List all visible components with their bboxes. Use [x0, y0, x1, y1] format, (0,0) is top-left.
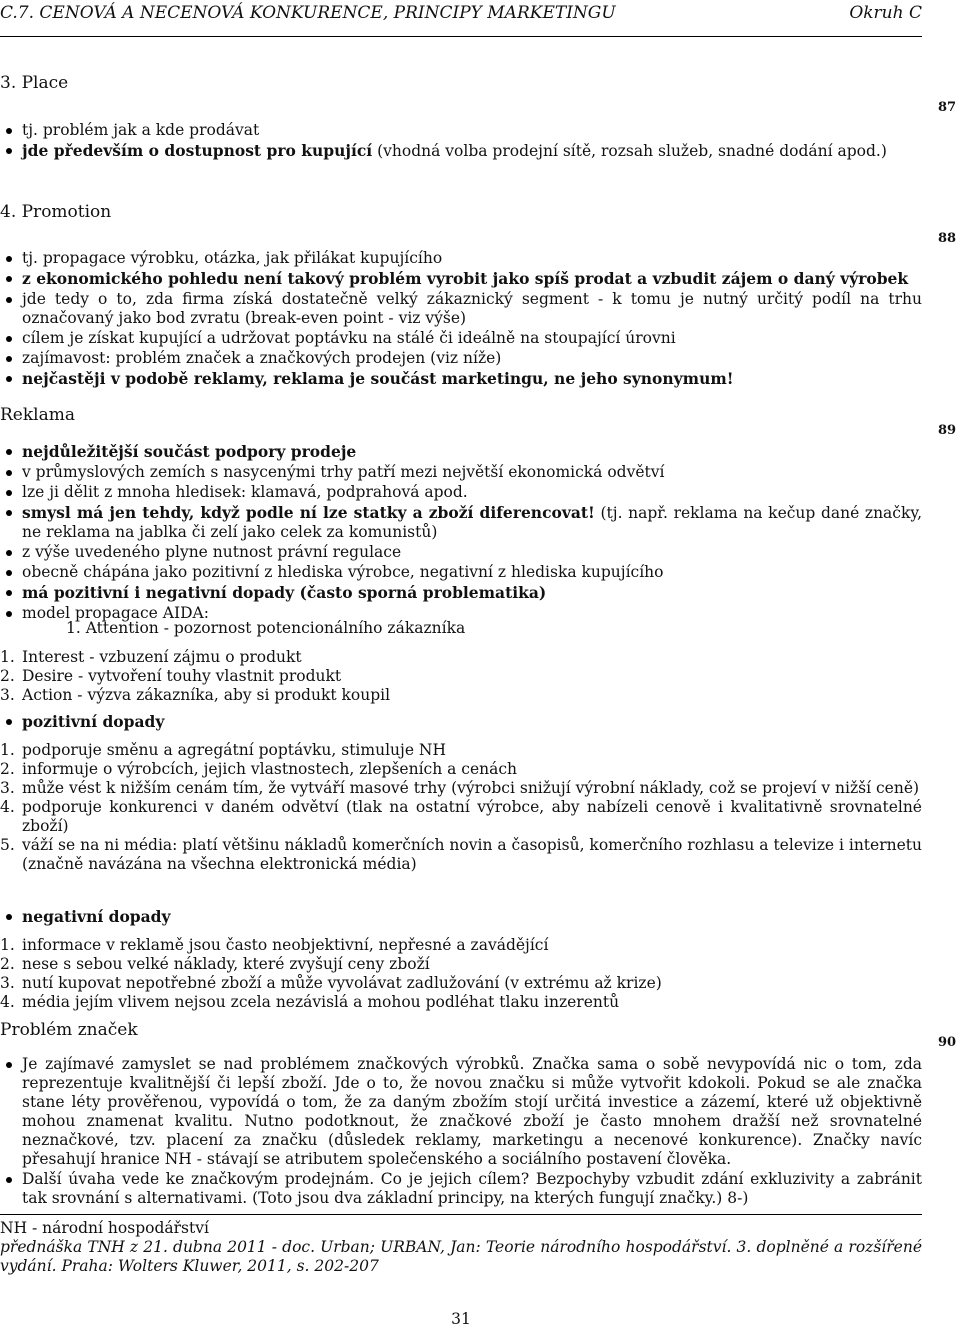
- list-item: 3. Action - výzva zákazníka, aby si produkt koupil: [0, 686, 391, 704]
- list-item: zajímavost: problém značek a značkových prodejen (viz níže): [0, 349, 922, 368]
- list-item: 1. podporuje směnu a agregátní poptávku, stimuluje NH: [0, 741, 446, 759]
- list-item: Další úvaha vede ke značkovým prodejnám. Co je jejich cílem? Bezpochyby vzbudit zdání exkluzivity a zabránit tak srovnání s alternativami. (Toto jsou dva základní principy, na kterých fungují značky.) 8-): [0, 1170, 922, 1208]
- aida-first: 1. Attention - pozornost potencionálního zákazníka: [66, 619, 466, 637]
- section-label: Okruh C: [849, 3, 922, 23]
- margin-number: 90: [938, 1035, 957, 1050]
- list-item: 4. podporuje konkurenci v daném odvětví (tlak na ostatní výrobce, aby nabízeli cenově i kvalitativně srovnatelné zboží): [0, 798, 922, 835]
- list-item: má pozitivní i negativní dopady (často sporná problematika): [0, 583, 922, 603]
- list-item: z ekonomického pohledu není takový problém vyrobit jako spíš prodat a vzbudit zájem o daný výrobek: [0, 269, 922, 289]
- list-item: lze ji dělit z mnoha hledisek: klamavá, podprahová apod.: [0, 483, 922, 502]
- list-item: 4. média jejím vlivem nejsou zcela nezávislá a mohou podléhat tlaku inzerentů: [0, 993, 620, 1011]
- aida-list: [0, 648, 922, 705]
- list-item: 2. Desire - vytvoření touhy vlastnit produkt: [0, 667, 342, 685]
- list-item: 2. nese s sebou velké náklady, které zvyšují ceny zboží: [0, 955, 430, 973]
- footnote-abbreviation: NH - národní hospodářství: [0, 1219, 209, 1237]
- list-item: nejdůležitější součást podpory prodeje: [0, 442, 922, 462]
- list-item: negativní dopady: [0, 907, 922, 927]
- list-item: Je zajímavé zamyslet se nad problémem značkových výrobků. Značka sama o sobě nevypovídá nic o tom, zda reprezentuje kvalitnější či lepší zboží. Jde o to, že novou značku si může vytvořit kdokoli. Pokud se ale značka stane léty prověřenou, vypovídá o tom, že za daným zbožím stojí určitá investice a zázemí, které už objektivně mohou znamenat kvalitu. Nutno podotknout, že značkové zboží je často mnohem dražší než srovnatelné neznačkové, tzv. placení za značku (důsledek reklamy, marketingu a necenové konkurence). Značky navíc přesahují hranice NH - stávají se atributem společenského a sociálního postavení člověka.: [0, 1055, 922, 1169]
- footnote-rule: [0, 1214, 922, 1215]
- list-item: z výše uvedeného plyne nutnost právní regulace: [0, 543, 922, 562]
- list-item: tj. problém jak a kde prodávat: [0, 121, 922, 140]
- page-number: 31: [451, 1310, 471, 1328]
- positive-list: [0, 741, 922, 874]
- negative-list: [0, 936, 922, 1012]
- chapter-title: C.7. CENOVÁ A NECENOVÁ KONKURENCE, PRINCIPY MARKETINGU: [0, 3, 616, 23]
- list-item: 3. může vést k nižším cenám tím, že vytváří masové trhy (výrobci snižují výrobní náklady, což se projeví v nižší ceně): [0, 779, 920, 797]
- margin-number: 87: [938, 100, 957, 115]
- list-item: obecně chápána jako pozitivní z hlediska výrobce, negativní z hlediska kupujícího: [0, 563, 922, 582]
- list-item: 1. Interest - vzbuzení zájmu o produkt: [0, 648, 302, 666]
- list-item: model propagace AIDA:: [0, 604, 922, 623]
- list-item: pozitivní dopady: [0, 712, 922, 732]
- place-heading: 3. Place: [0, 73, 69, 93]
- list-item: jde především o dostupnost pro kupující (vhodná volba prodejní sítě, rozsah služeb, snadné dodání apod.): [0, 141, 922, 161]
- margin-number: 89: [938, 423, 957, 438]
- positive-heading: [0, 712, 922, 733]
- list-item: smysl má jen tehdy, když podle ní lze statky a zboží diferencovat! (tj. např. reklama na kečup dané značky, ne reklama na jablka či zelí jako celek za komunistů): [0, 503, 922, 542]
- list-item: jde tedy o to, zda firma získá dostatečně velký zákaznický segment - k tomu je nutný určitý podíl na trhu označovaný jako bod zvratu (break-even point - viz výše): [0, 290, 922, 328]
- reklama-list: [0, 442, 922, 624]
- negative-heading: [0, 907, 922, 928]
- list-item: tj. propagace výrobku, otázka, jak přilákat kupujícího: [0, 249, 922, 268]
- footnote-source: přednáška TNH z 21. dubna 2011 - doc. Urban; URBAN, Jan: Teorie národního hospodářství. 3. doplněné a rozšířené vydání. Praha: Wolters Kluwer, 2011, s. 202-207: [0, 1238, 922, 1275]
- promotion-heading: 4. Promotion: [0, 202, 112, 222]
- list-item: 3. nutí kupovat nepotřebné zboží a může vyvolávat zadlužování (v extrému až krize): [0, 974, 662, 992]
- znacky-list: [0, 1055, 922, 1209]
- reklama-heading: Reklama: [0, 405, 75, 425]
- list-item: nejčastěji v podobě reklamy, reklama je součást marketingu, ne jeho synonymum!: [0, 369, 922, 389]
- margin-number: 88: [938, 231, 957, 246]
- promotion-list: [0, 249, 922, 390]
- list-item: cílem je získat kupující a udržovat poptávku na stálé či ideálně na stoupající úrovni: [0, 329, 922, 348]
- header-rule: [0, 36, 922, 37]
- list-item: 5. váží se na ni média: platí většinu nákladů komerčních novin a časopisů, komerčního rozhlasu a televize i internetu (značně navázána na všechna elektronická média): [0, 836, 922, 873]
- place-list: [0, 121, 922, 162]
- znacky-heading: Problém značek: [0, 1020, 138, 1040]
- list-item: 2. informuje o výrobcích, jejich vlastnostech, zlepšeních a cenách: [0, 760, 518, 778]
- list-item: 1. informace v reklamě jsou často neobjektivní, nepřesné a zavádějící: [0, 936, 549, 954]
- list-item: v průmyslových zemích s nasycenými trhy patří mezi největší ekonomická odvětví: [0, 463, 922, 482]
